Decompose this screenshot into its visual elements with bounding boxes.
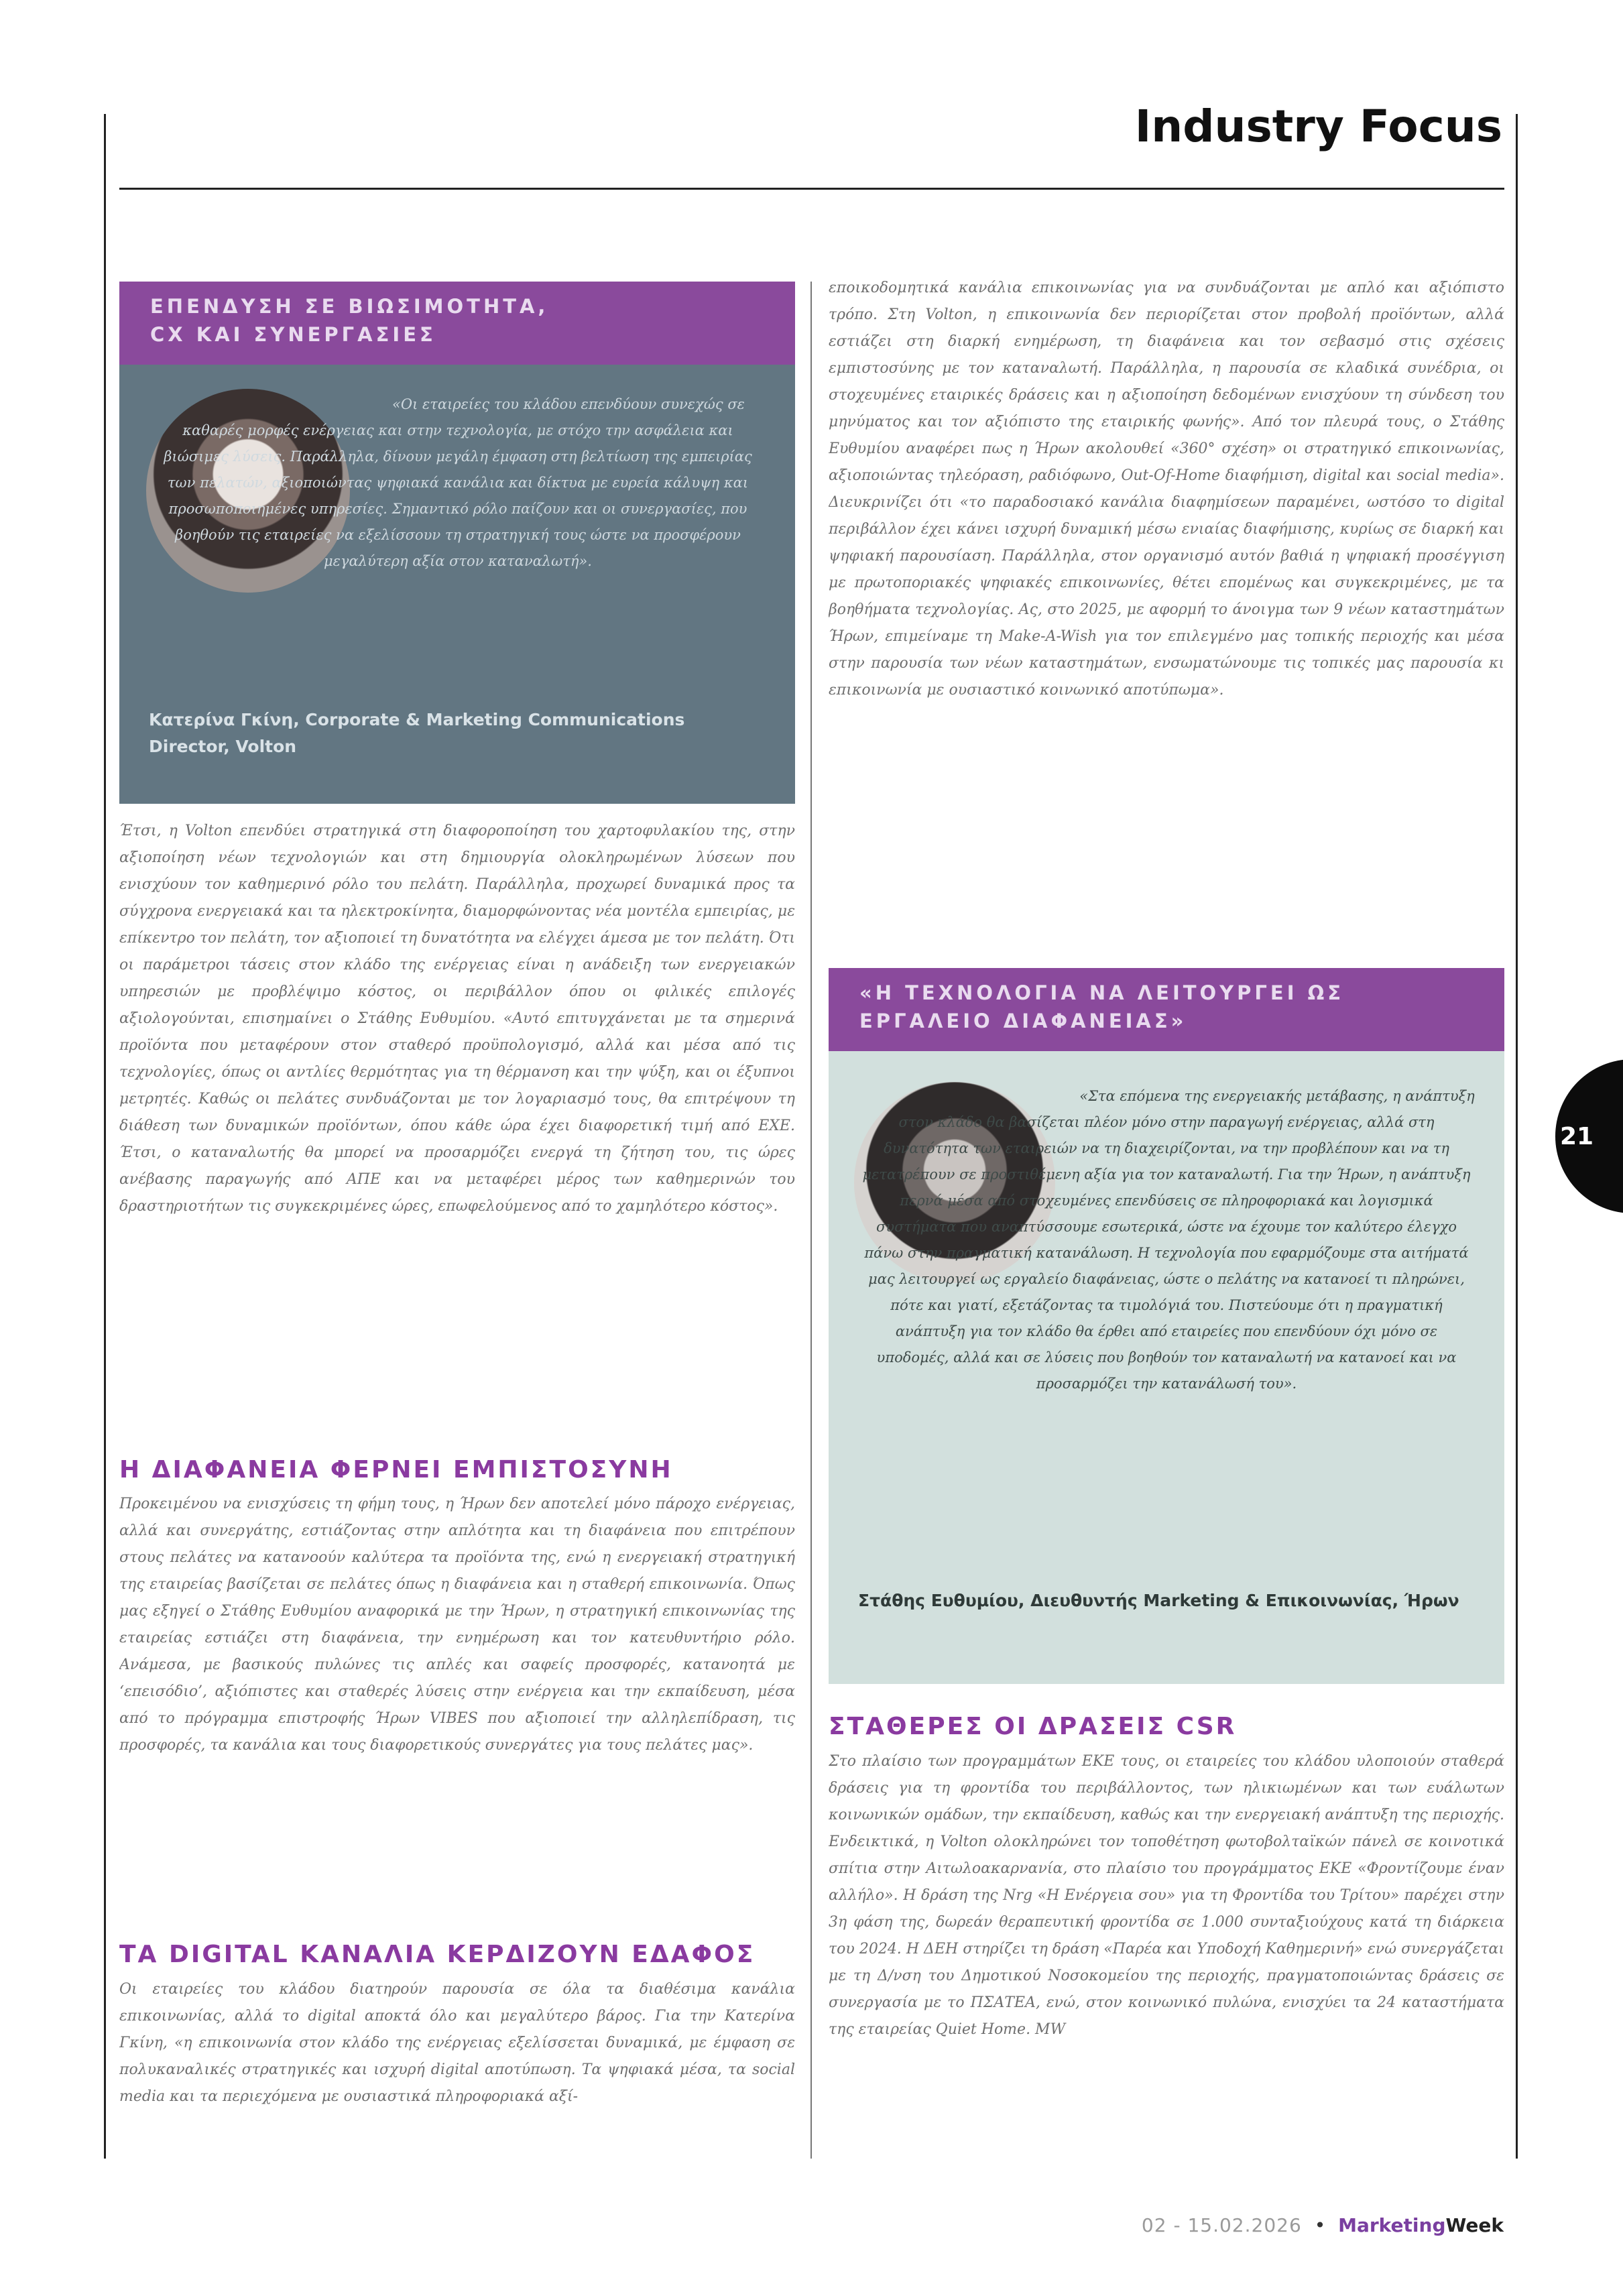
header-rule: [119, 188, 1504, 190]
brand-marketing: Marketing: [1338, 2214, 1446, 2236]
box2-heading: [829, 968, 1504, 1051]
page-footer: [1142, 2214, 1504, 2236]
box2-heading-line1: «Η ΤΕΧΝΟΛΟΓΙΑ ΝΑ ΛΕΙΤΟΥΡΓΕΙ ΩΣ: [859, 981, 1345, 1004]
box2-attribution: Στάθης Ευθυμίου, Διευθυντής Marketing & Επικοινωνίας, Ήρων: [858, 1591, 1459, 1610]
box1-quote: «Οι εταιρείες του κλάδου επενδύουν συνεχώς σε καθαρές μορφές ενέργειας και στην τεχνολογία, με στόχο την ασφάλεια και βιώσιμες λύσεις. Παράλληλα, δίνουν μεγάλη έμφαση στη βελτίωση της εμπειρίας των πελατών, αξιοποιώντας ψηφιακά κανάλια και δίκτυα με ευρεία κάλυψη και προσωποποιημένες υπηρεσίες. Σημαντικό ρόλο παίζουν και οι συνεργασίες, που βοηθούν τις εταιρείες να εξελίσσουν τη στρατηγική τους ώστε να προσφέρουν μεγαλύτερη αξία στον καταναλωτή».: [164, 396, 752, 569]
box1-attribution: Κατερίνα Γκίνη, Corporate & Marketing Communications Director, Volton: [149, 710, 685, 756]
right-margin-rule: [1516, 114, 1518, 2159]
issue-date: 02 - 15.02.2026: [1141, 2214, 1302, 2236]
box2-quote: «Στα επόμενα της ενεργειακής μετάβασης, η ανάπτυξη στον κλάδο θα βασίζεται πλέον μόνο στην παραγωγή ενέργειας, αλλά στη δυνατότητα των εταιρειών να τη διαχειρίζονται, να την προβλέπουν και να τη μετατρέπουν σε προστιθέμενη αξία για τον καταναλωτή. Για την Ήρων, η ανάπτυξη περνά μέσα από στοχευμένες επενδύσεις σε πληροφοριακά και λογισμικά συστήματα που αναπτύσσουμε εσωτερικά, ώστε να έχουμε τον καλύτερο έλεγχο πάνω στην πραγματική κατανάλωση. Η τεχνολογία που εφαρμόζουμε στα αιτήματά μας λειτουργεί ως εργαλείο διαφάνειας, ώστε ο πελάτης να κατανοεί τι πληρώνει, πότε και γιατί, εξετάζοντας τα τιμολόγιά του. Πιστεύουμε ότι η πραγματική ανάπτυξη για τον κλάδο θα έρθει από εταιρείες που επενδύουν όχι μόνο σε υποδομές, αλλά και σε λύσεις που βοηθούν τον καταναλωτή να κατανοεί και να προσαρμόζει την κατανάλωσή του».: [862, 1088, 1475, 1392]
box1-heading: [119, 282, 795, 365]
subhead-transparency: Η ΔΙΑΦΑΝΕΙΑ ΦΕΡΝΕΙ ΕΜΠΙΣΤΟΣΥΝΗ: [119, 1456, 673, 1484]
left-margin-rule: [104, 114, 106, 2159]
article-para-digital: Οι εταιρείες του κλάδου διατηρούν παρουσία σε όλα τα διαθέσιμα κανάλια επικοινωνίας, αλλά το digital αποκτά όλο και μεγαλύτερο βάρος. Για την Κατερίνα Γκίνη, «η επικοινωνία στον κλάδο της ενέργειας εξελίσσεται δυναμικά, με έμφαση σε πολυκαναλικές στρατηγικές και ισχυρή digital αποτύπωση. Τα ψηφιακά μέσα, τα social media και τα περιεχόμενα με ουσιαστικά πληροφοριακά αξί-: [119, 1981, 795, 2105]
box1-heading-line1: ΕΠΕΝΔΥΣΗ ΣΕ ΒΙΩΣΙΜΟΤΗΤΑ,: [150, 295, 549, 318]
article-para-transparency: Προκειμένου να ενισχύσεις τη φήμη τους, η Ήρων δεν αποτελεί μόνο πάροχο ενέργειας, αλλά και συνεργάτης, εστιάζοντας στην απλότητα και τη διαφάνεια που επιτρέπουν στους πελάτες να κατανοούν καλύτερα τα προϊόντα της, ενώ η ενεργειακή στρατηγική της εταιρείας βασίζεται σε πελάτες όπως η διαφάνεια και η σταθερή επικοινωνία. Όπως μας εξηγεί ο Στάθης Ευθυμίου αναφορικά με την Ήρων, η στρατηγική επικοινωνίας της εταιρείας εστιάζει στη διαφάνεια, την ενημέρωση και τον κατευθυντήριο ρόλο. Ανάμεσα, με βασικούς πυλώνες τις απλές και σαφείς προσφορές, κατανοητά με ‘επεισόδιο’, αξιόπιστες και σταθερές λύσεις στην ενέργεια και την εκπαίδευση, μέσα από το πρόγραμμα επιστροφής Ήρων VIBES που αξιοποιεί την αλληλεπίδραση, τις προσφορές, τα κανάλια και τους διαφορετικούς συνεργάτες για τους πελάτες μας».: [119, 1496, 795, 1754]
box1-body: [119, 365, 795, 804]
box2-heading-line2: ΕΡΓΑΛΕΙΟ ΔΙΑΦΑΝΕΙΑΣ»: [859, 1010, 1187, 1032]
article-left-intro: Έτσι, η Volton επενδύει στρατηγικά στη διαφοροποίηση του χαρτοφυλακίου της, στην αξιοποίηση νέων τεχνολογιών και στη δημιουργία ολοκληρωμένων λύσεων που ενισχύουν τον καθημερινό ρόλο του πελάτη. Παράλληλα, προχωρεί δυναμικά προς τα σύγχρονα ενεργειακά και τα ηλεκτροκίνητα, διαμορφώνοντας νέα μοντέλα εμπειρίας, με επίκεντρο τον πελάτη, τον αξιοποιεί τη δυνατότητα να ελέγχει άμεσα με τον πελάτη. Ότι οι παράμετροι τάσεις στον κλάδο της ενέργειας είναι η ανάδειξη των ενεργειακών υπηρεσιών με προβλέψιμο κόστος, οι περιβάλλον όπου οι φιλικές επιλογές αξιολογούνται, επισημαίνει ο Στάθης Ευθυμίου. «Αυτό επιτυγχάνεται με τα σημερινά προϊόντα που μεταφέρουν στον σταθερό προϋπολογισμό, αλλά και μέσα από τις τεχνολογίες, όπως οι αντλίες θερμότητας για τη θέρμανση και την ψύξη, και οι έξυπνοι μετρητές. Καθώς οι πελάτες συνδυάζονται με τον λογαριασμό τους, θα επιτρέψουν τη διάθεση των δυναμικών προϊόντων, όπου κάθε ώρα έχει διαφορετική τιμή από ΕΧΕ. Έτσι, ο καταναλωτής θα μπορεί να προσαρμόζει ενεργά τη ζήτηση του, τις ώρες ανέβασης παραγωγής από ΑΠΕ και να μεταφέρει μέρος των καθημερινών του δραστηριοτήτων τις συγκεκριμένες ώρες, επωφελούμενος από το χαμηλότερο κόστος».: [119, 823, 795, 1215]
box1-heading-line2: CX ΚΑΙ ΣΥΝΕΡΓΑΣΙΕΣ: [150, 323, 436, 346]
page-number: 21: [1560, 1123, 1594, 1150]
column-divider: [810, 282, 812, 2159]
section-title: Industry Focus: [1134, 101, 1502, 152]
footer-separator-dot: •: [1314, 2214, 1326, 2236]
article-right-top: εποικοδομητικά κανάλια επικοινωνίας για να συνδυάζονται με απλό και αξιόπιστο τρόπο. Στη Volton, η επικοινωνία δεν περιορίζεται στον προβολή προϊόντων, αλλά εστιάζει στη διαρκή ενημέρωση, τη διαφάνεια και τον σεβασμό στις σχέσεις εμπιστοσύνης με τον καταναλωτή. Παράλληλα, η παρουσία σε κλαδικά συνέδρια, οι στοχευμένες εταιρικές δράσεις και η αξιοποίηση δεδομένων ενισχύουν τη σύνδεση του μηνύματος και τον αξιόπιστο της εταιρικής φωνής». Από τον πλευρά τους, ο Στάθης Ευθυμίου αναφέρει πως η Ήρων ακολουθεί «360° σχέση» οι στρατηγικό επικοινωνίας, αξιοποιώντας τηλεόραση, ραδιόφωνο, Out-Of-Home διαφήμιση, digital και social media». Διευκρινίζει ότι «το παραδοσιακό κανάλια διαφημίσεων παραμένει, ωστόσο το digital περιβάλλον έχει κάνει ισχυρή δυναμική μέσω ενιαίας διαφήμισης, κυρίως σε διαρκή και ψηφιακή παρουσίαση. Παράλληλα, στον οργανισμό αυτόν βαθιά η ψηφιακή προσέγγιση με πρωτοποριακές ψηφιακές επικοινωνίες, θέτει επομένως και συγκεκριμένες, με τα βοηθήματα τεχνολογίας. Ας, στο 2025, με αφορμή το άνοιγμα των 9 νέων καταστημάτων Ήρων, επιμείναμε τη Make-A-Wish για τον επιλεγμένο μας τοπικής περιοχής και μέσα στην παρουσία των νέων καταστημάτων, ενσωματώνουμε τις τοπικές μας παρουσία κι επικοινωνία με ουσιαστικό κοινωνικό αποτύπωμα».: [829, 280, 1504, 699]
box2-body: [829, 1051, 1504, 1684]
brand-week: Week: [1445, 2214, 1504, 2236]
subhead-digital: ΤΑ DIGITAL ΚΑΝΑΛΙΑ ΚΕΡΔΙΖΟΥΝ ΕΔΑΦΟΣ: [119, 1941, 756, 1968]
subhead-csr: ΣΤΑΘΕΡΕΣ ΟΙ ΔΡΑΣΕΙΣ CSR: [829, 1713, 1237, 1740]
article-para-csr: Στο πλαίσιο των προγραμμάτων ΕΚΕ τους, οι εταιρείες του κλάδου υλοποιούν σταθερά δράσεις για τη φροντίδα του περιβάλλοντος, των ηλικιωμένων και των ευάλωτων κοινωνικών ομάδων, την εκπαίδευση, καθώς και την ενεργειακή ανάπτυξη της περιοχής. Ενδεικτικά, η Volton ολοκληρώνει τον τοποθέτηση φωτοβολταϊκών πάνελ σε κοινοτικά σπίτια στην Αιτωλοακαρνανία, στο πλαίσιο του προγράμματος ΕΚΕ «Φροντίζουμε έναν αλλήλο». Η δράση της Nrg «Η Ενέργεια σου» για τη Φροντίδα του Τρίτου» παρέχει στην 3η φάση της, δωρεάν θεραπευτική φροντίδα σε 1.000 συνταξιούχους κατά τη διάρκεια του 2024. Η ΔΕΗ στηρίζει τη δράση «Παρέα και Υποδοχή Καθημερινή» ενώ συνεργάζεται με τη Δ/νση του Δημοτικού Νοσοκομείου της περιοχής, πραγματοποιώντας δράσεις σε συνεργασία με το ΠΣΑΤΕΑ, ενώ, στον κοινωνικό πυλώνα, ενισχύει τα 24 καταστήματα της εταιρείας Quiet Home. MW: [829, 1753, 1504, 2038]
